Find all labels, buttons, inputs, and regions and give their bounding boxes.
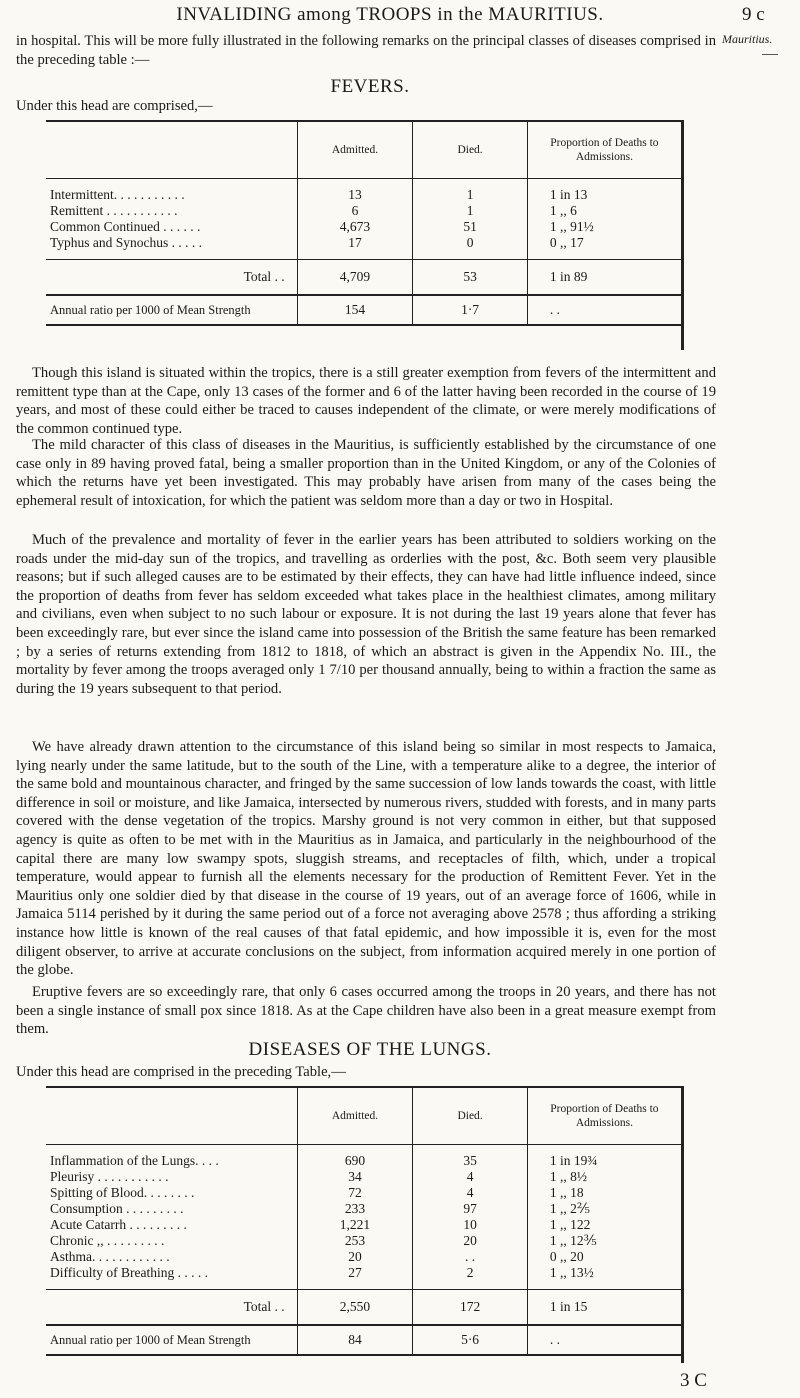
proportion-header: Proportion of Deaths to Admissions. [527, 122, 681, 179]
table-row [46, 219, 681, 235]
died-cell: 4 [413, 1169, 528, 1185]
admitted-cell: 253 [297, 1233, 413, 1249]
total-died: 172 [413, 1290, 528, 1326]
intro-paragraph: in hospital. This will be more fully illustrated in the following remarks on the principal classes of diseases comprised in the preceding table :— [16, 33, 716, 68]
table-row [46, 1217, 681, 1233]
row-label: Inflammation of the Lungs. . . . [50, 1153, 219, 1168]
admitted-cell: 72 [297, 1185, 413, 1201]
total-admitted: 4,709 [297, 260, 413, 296]
died-cell: 10 [413, 1217, 528, 1233]
died-cell: 0 [413, 235, 528, 260]
fever-paragraph-5: Eruptive fevers are so exceedingly rare, that only 6 cases occurred among the troops in 20 years, and there has not been a single instance of small pox since 1818. As at the Cape children have also been in a great measure exempt from them. [16, 984, 716, 1038]
proportion-cell: 0 ,, 17 [527, 235, 681, 260]
died-cell: 1 [413, 179, 528, 204]
fevers-heading: FEVERS. [330, 76, 410, 97]
table-row [46, 179, 681, 204]
total-row [46, 260, 681, 296]
admitted-cell: 13 [297, 179, 413, 204]
ratio-admitted: 154 [297, 295, 413, 325]
proportion-cell: 0 ,, 20 [527, 1249, 681, 1265]
admitted-header: Admitted. [297, 1088, 413, 1145]
proportion-cell: 1 ,, 122 [527, 1217, 681, 1233]
fever-paragraph-3: Much of the prevalence and mortality of fever in the earlier years has been attributed to soldiers working on the roads under the mid-day sun of the tropics, and travelling as orderlies with the post, &c. Both seem very plausible reasons; but if such alleged causes are to be estimated by their effects, they can have had little influence indeed, since the proportion of deaths from fever has seldom exceeded what takes place in the healthiest climates, among military and civilians, even when subject to no such labour or exposure. It is not during the last 19 years alone that fever has been exceedingly rare, but ever since the island came into possession of the British the same feature has been remarked ; by a series of returns extending from 1812 to 1818, of which an abstract is given in the Appendix No. III., the mortality by fever among the troops averaged only 1 7/10 per thousand annually, being to within a fraction the same as during the 19 years subsequent to that period. [16, 532, 716, 697]
row-label: Chronic ,, . . . . . . . . . [50, 1233, 165, 1248]
died-cell: 4 [413, 1185, 528, 1201]
signature-mark: 3 C [680, 1370, 707, 1391]
table-row [46, 1233, 681, 1249]
fevers-under-head: Under this head are comprised,— [16, 98, 213, 114]
table-row [46, 1201, 681, 1217]
table-row [46, 1145, 681, 1170]
margin-note: Mauritius. [722, 32, 773, 46]
table-row [46, 203, 681, 219]
died-cell: 51 [413, 219, 528, 235]
ratio-died: 1·7 [413, 295, 528, 325]
total-label: Total . . [46, 260, 297, 296]
ratio-proportion: . . [527, 1325, 681, 1355]
ratio-row [46, 295, 681, 325]
proportion-cell: 1 ,, 12⅗ [527, 1233, 681, 1249]
label-header [46, 122, 297, 179]
died-cell: 35 [413, 1145, 528, 1170]
proportion-cell: 1 ,, 2⅖ [527, 1201, 681, 1217]
page-number: 9 c [742, 4, 765, 25]
row-label: Acute Catarrh . . . . . . . . . [50, 1217, 187, 1232]
died-header: Died. [413, 122, 528, 179]
row-label: Difficulty of Breathing . . . . . [50, 1265, 208, 1280]
row-label: Consumption . . . . . . . . . [50, 1201, 184, 1216]
total-row [46, 1290, 681, 1326]
table-row [46, 1249, 681, 1265]
admitted-cell: 233 [297, 1201, 413, 1217]
admitted-cell: 17 [297, 235, 413, 260]
ratio-label: Annual ratio per 1000 of Mean Strength [46, 1325, 297, 1355]
ratio-died: 5·6 [413, 1325, 528, 1355]
row-label: Intermittent. . . . . . . . . . . [50, 187, 185, 202]
proportion-cell: 1 ,, 91½ [527, 219, 681, 235]
row-label: Pleurisy . . . . . . . . . . . [50, 1169, 169, 1184]
proportion-cell: 1 in 13 [527, 179, 681, 204]
ratio-proportion: . . [527, 295, 681, 325]
proportion-cell: 1 ,, 18 [527, 1185, 681, 1201]
total-label: Total . . [46, 1290, 297, 1326]
proportion-cell: 1 ,, 13½ [527, 1265, 681, 1290]
died-cell: 2 [413, 1265, 528, 1290]
fever-paragraph-2: The mild character of this class of diseases in the Mauritius, is sufficiently established by the circumstance of one case only in 89 having proved fatal, being a smaller proportion than in the United Kingdom, or any of the Colonies of which the returns have yet been investigated. This may probably have arisen from many of the cases being the ephemeral result of intoxication, for which the patient was seldom more than a day or two in Hospital. [16, 437, 716, 509]
proportion-cell: 1 in 19¾ [527, 1145, 681, 1170]
died-cell: 20 [413, 1233, 528, 1249]
proportion-cell: 1 ,, 8½ [527, 1169, 681, 1185]
total-died: 53 [413, 260, 528, 296]
ratio-admitted: 84 [297, 1325, 413, 1355]
table-row [46, 1169, 681, 1185]
proportion-cell: 1 ,, 6 [527, 203, 681, 219]
margin-rule [762, 54, 778, 55]
admitted-cell: 1,221 [297, 1217, 413, 1233]
table-row [46, 1265, 681, 1290]
table-row [46, 235, 681, 260]
fever-paragraph-1: Though this island is situated within the tropics, there is a still greater exemption from fevers of the intermittent and remittent type than at the Cape, only 13 cases of the former and 6 of the latter having been recorded in the course of 19 years, and most of these could either be traced to causes independent of the climate, or were merely modifications of the common continued type. [16, 365, 716, 437]
fever-paragraph-4: We have already drawn attention to the circumstance of this island being so similar in most respects to Jamaica, lying nearly under the same latitude, but to the south of the Line, with a temperature alike to a degree, the interior of the same bold and mountainous character, and fringed by the same succession of low lands towards the coast, with little difference in soil or moisture, and like Jamaica, intersected by numerous rivers, studded with forests, and in many parts covered with the dense vegetation of the tropics. Marshy ground is not very common in either, but that supposed agency is quite as often to be met with in the Mauritius as in Jamaica, and particularly in the neighbourhood of the capital there are many low swampy spots, sluggish streams, and receptacles of filth, which, under a tropical temperature, would appear to furnish all the elements necessary for the production of Remittent Fever. Yet in the Mauritius only one soldier died by that disease in the course of 19 years, out of an average force of 1606, while in Jamaica 5114 perished by it during the same period out of a force not averaging above 2578 ; thus affording a striking instance how little is known of the real causes of that fatal epidemic, and how impossible it is, even for the most diligent observer, to arrive at accurate conclusions on the subject, from information acquired merely in one portion of the globe. [16, 739, 716, 979]
table-row [46, 1185, 681, 1201]
running-header: INVALIDING among TROOPS in the MAURITIUS. [176, 4, 604, 25]
row-label: Spitting of Blood. . . . . . . . [50, 1185, 195, 1200]
row-label: Remittent . . . . . . . . . . . [50, 203, 178, 218]
row-label: Typhus and Synochus . . . . . [50, 235, 203, 250]
total-proportion: 1 in 15 [527, 1290, 681, 1326]
died-cell: . . [413, 1249, 528, 1265]
admitted-cell: 27 [297, 1265, 413, 1290]
admitted-cell: 34 [297, 1169, 413, 1185]
died-cell: 1 [413, 203, 528, 219]
row-label: Common Continued . . . . . . [50, 219, 201, 234]
died-header: Died. [413, 1088, 528, 1145]
proportion-header: Proportion of Deaths to Admissions. [527, 1088, 681, 1145]
ratio-row [46, 1325, 681, 1355]
admitted-cell: 6 [297, 203, 413, 219]
admitted-header: Admitted. [297, 122, 413, 179]
label-header [46, 1088, 297, 1145]
total-admitted: 2,550 [297, 1290, 413, 1326]
lungs-heading: DISEASES OF THE LUNGS. [248, 1039, 492, 1060]
admitted-cell: 4,673 [297, 219, 413, 235]
total-proportion: 1 in 89 [527, 260, 681, 296]
lungs-table [46, 1088, 681, 1356]
fevers-table [46, 122, 681, 326]
admitted-cell: 690 [297, 1145, 413, 1170]
ratio-label: Annual ratio per 1000 of Mean Strength [46, 295, 297, 325]
admitted-cell: 20 [297, 1249, 413, 1265]
row-label: Asthma. . . . . . . . . . . . [50, 1249, 170, 1264]
lungs-under-head: Under this head are comprised in the preceding Table,— [16, 1064, 346, 1080]
died-cell: 97 [413, 1201, 528, 1217]
